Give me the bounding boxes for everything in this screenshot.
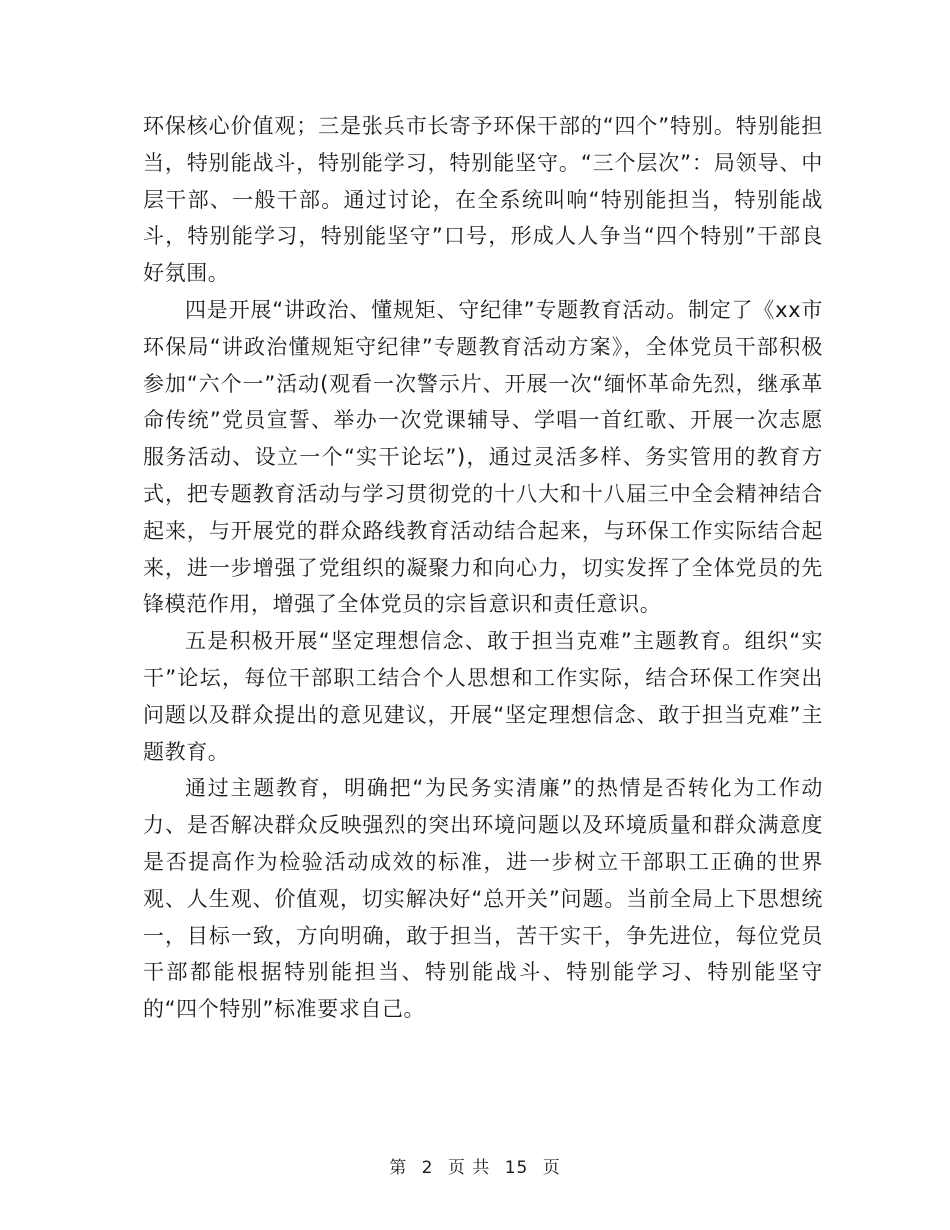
- paragraph-conclusion: 通过主题教育，明确把“为民务实清廉”的热情是否转化为工作动力、是否解决群众反映强烈的突出环境问题以及环境质量和群众满意度是否提高作为检验活动成效的标准，进一步树立干部职工正确的世界观、人生观、价值观，切实解决好“总开关”问题。当前全局上下思想统一，目标一致，方向明确，敢于担当，苦干实干，争先进位，每位党员干部都能根据特别能担当、特别能战斗、特别能学习、特别能坚守的“四个特别”标准要求自己。: [143, 776, 823, 1022]
- total-page-count: 15: [504, 1158, 529, 1178]
- paragraph-continuation: 环保核心价值观；三是张兵市长寄予环保干部的“四个”特别。特别能担当，特别能战斗，特别能学习，特别能坚守。“三个层次”：局领导、中层干部、一般干部。通过讨论，在全系统叫响“特别能担当，特别能战斗，特别能学习，特别能坚守”口号，形成人人争当“四个特别”干部良好氛围。: [143, 114, 823, 286]
- footer-suffix: 页: [542, 1158, 561, 1178]
- footer-prefix: 第: [389, 1158, 408, 1178]
- page-footer: [0, 1153, 950, 1178]
- paragraph-item-four: 四是开展“讲政治、懂规矩、守纪律”专题教育活动。制定了《xx市环保局“讲政治懂规矩守纪律”专题教育活动方案》，全体党员干部积极参加“六个一”活动(观看一次警示片、开展一次“缅怀革命先烈，继承革命传统”党员宣誓、举办一次党课辅导、学唱一首红歌、开展一次志愿服务活动、设立一个“实干论坛”)，通过灵活多样、务实管用的教育方式，把专题教育活动与学习贯彻党的十八大和十八届三中全会精神结合起来，与开展党的群众路线教育活动结合起来，与环保工作实际结合起来，进一步增强了党组织的凝聚力和向心力，切实发挥了全体党员的先锋模范作用，增强了全体党员的宗旨意识和责任意识。: [143, 297, 823, 617]
- current-page-number: 2: [421, 1158, 434, 1178]
- paragraph-item-five: 五是积极开展“坚定理想信念、敢于担当克难”主题教育。组织“实干”论坛，每位干部职工结合个人思想和工作实际，结合环保工作突出问题以及群众提出的意见建议，开展“坚定理想信念、敢于担当克难”主题教育。: [143, 629, 823, 764]
- footer-middle: 页 共: [447, 1158, 491, 1178]
- document-body: [143, 108, 823, 1028]
